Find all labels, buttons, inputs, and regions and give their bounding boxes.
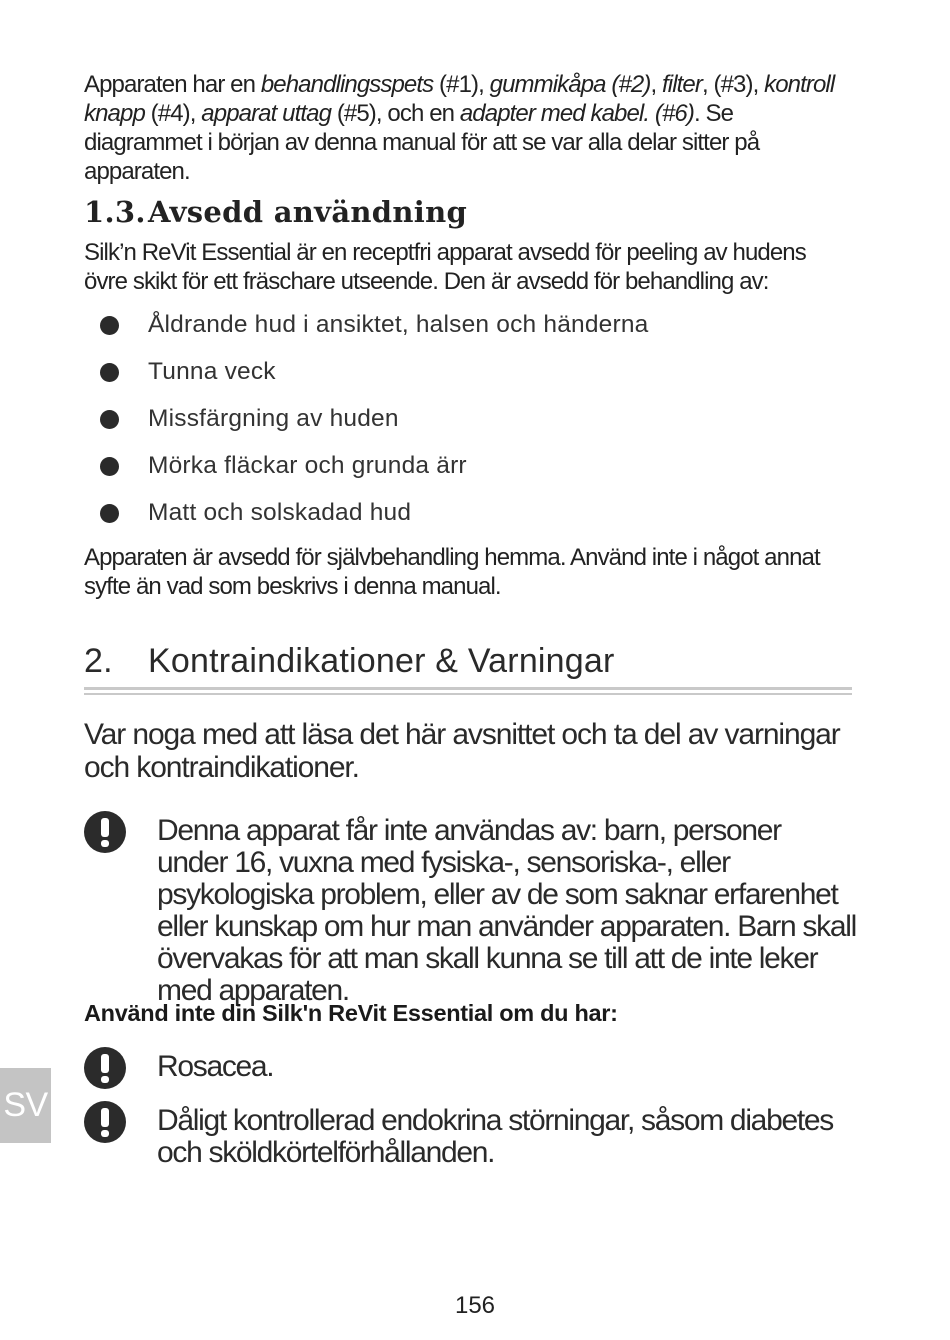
section-title: Kontraindikationer & Varningar (148, 642, 615, 680)
section-heading-2 (84, 642, 854, 681)
list-item-text: Åldrande hud i ansiktet, halsen och händerna (148, 311, 649, 338)
section-number: 2. (84, 642, 113, 680)
exclamation-circle-icon (84, 1047, 126, 1089)
intro-segment: behandlingsspets (260, 71, 434, 98)
self-treatment-paragraph: Apparaten är avsedd för självbehandling hemma. Använd inte i något annat syfte än vad som beskrivs i denna manual. (84, 544, 820, 600)
intro-segment: Apparaten har en (84, 71, 261, 98)
section-number: 1.3. (84, 195, 146, 229)
exclamation-circle-icon (84, 811, 126, 853)
list-item (84, 355, 854, 402)
list-item-text: Matt och solskadad hud (148, 499, 412, 526)
contraindication-heading: Använd inte din Silk'n ReVit Essential om du har: (84, 1000, 618, 1026)
bullet-icon (100, 504, 119, 523)
section-heading-1-3 (84, 195, 854, 229)
bullet-icon (100, 363, 119, 382)
intro-paragraph (84, 70, 854, 186)
bullet-icon (100, 316, 119, 335)
intro-segment: kontroll knapp (84, 71, 835, 127)
list-item (84, 402, 854, 449)
list-item-text: Tunna veck (148, 358, 276, 385)
intended-use-paragraph: Silk’n ReVit Essential är en receptfri apparat avsedd för peeling av hudens övre skikt för ett fräschare utseende. Den är avsedd för behandling av: (84, 239, 806, 295)
section-title: Avsedd användning (148, 195, 468, 229)
intro-segment: apparat uttag (201, 100, 332, 127)
intro-segment: (#1), (433, 71, 490, 98)
heading-divider (84, 693, 852, 695)
contraindication-item: Rosacea. (157, 1050, 274, 1083)
intro-segment: , (#3), (701, 71, 765, 98)
list-item-text: Mörka fläckar och grunda ärr (148, 452, 467, 479)
intro-segment: (#5), och en (331, 100, 460, 127)
list-item (84, 496, 854, 543)
indication-list (84, 308, 854, 543)
intro-segment: , (650, 71, 663, 98)
intro-segment: . Se diagrammet i början av denna manual för att se var alla delar sitter på apparaten. (84, 100, 760, 185)
warning-lead-paragraph: Var noga med att läsa det här avsnittet och ta del av varningar och kontraindikationer. (84, 718, 840, 784)
intro-segment: gummikåpa (#2) (489, 71, 651, 98)
language-tab: SV (0, 1068, 51, 1143)
bullet-icon (100, 410, 119, 429)
list-item-text: Missfärgning av huden (148, 405, 399, 432)
bullet-icon (100, 457, 119, 476)
warning-text: Denna apparat får inte användas av: barn, personer under 16, vuxna med fysiska-, sensoriska-, eller psykologiska problem, eller av de som saknar erfarenhet eller kunskap om hur man använder apparaten. Barn skall övervakas för att man skall kunna se till att de inte leker med apparaten. (157, 814, 856, 1007)
heading-divider (84, 687, 852, 690)
intro-segment: filter (662, 71, 702, 98)
exclamation-circle-icon (84, 1101, 126, 1143)
contraindication-item: Dåligt kontrollerad endokrina störningar, såsom diabetes och sköldkörtelförhållanden. (157, 1104, 833, 1169)
intro-segment: (#4), (144, 100, 202, 127)
intro-segment: adapter med kabel. (#6) (459, 100, 694, 127)
list-item (84, 449, 854, 496)
list-item (84, 308, 854, 355)
page-number: 156 (454, 1292, 496, 1319)
